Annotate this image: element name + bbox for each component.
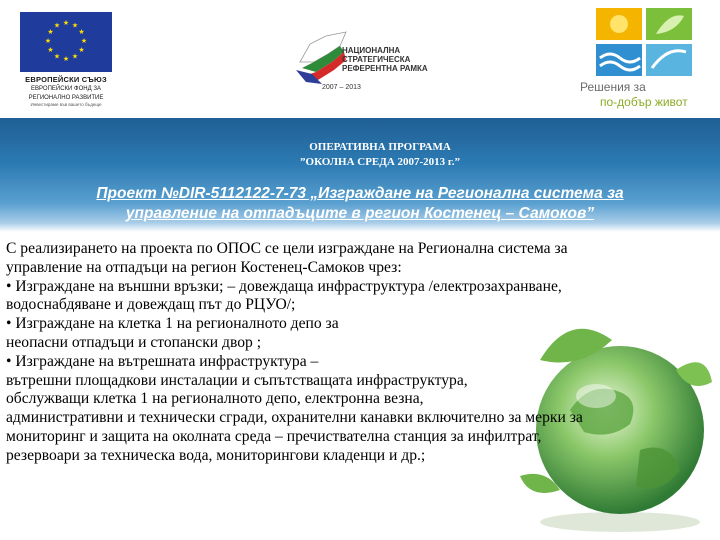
svg-text:★: ★: [47, 46, 54, 54]
svg-text:★: ★: [78, 28, 85, 36]
description-line: водоснабдяване и довеждащ път до РЦУО/;: [6, 296, 296, 314]
nsrf-line2: СТРАТЕГИЧЕСКА: [342, 55, 411, 64]
eu-fund-label: ЕВРОПЕЙСКИ ФОНД ЗА: [31, 86, 101, 92]
description-line: С реализирането на проекта по ОПОС се цели изграждане на Регионална система за: [6, 240, 568, 257]
svg-text:★: ★: [80, 37, 88, 45]
project-title: [20, 184, 700, 224]
project-title-line1: Проект №DIR-5112122-7-73 „Изграждане на Регионална система за: [96, 185, 624, 202]
svg-text:★: ★: [71, 21, 79, 30]
project-title-line2: управление на отпадъците в регион Костенец – Самоков”: [125, 205, 595, 222]
svg-text:★: ★: [62, 19, 70, 27]
svg-text:★: ★: [53, 21, 61, 30]
description-line: неопасни отпадъци и стопански двор ;: [6, 333, 262, 351]
eu-union-label: ЕВРОПЕЙСКИ СЪЮЗ: [25, 75, 107, 84]
description-line: резервоари за техническа вода, мониторингови кладенци и др.;: [6, 446, 426, 464]
description-line: вътрешни площадкови инсталации и съпътстващата инфраструктура,: [6, 371, 468, 389]
nsrf-years: 2007 – 2013: [322, 84, 361, 91]
project-description: [6, 240, 706, 466]
program-title-line1: ОПЕРАТИВНА ПРОГРАМА: [309, 141, 451, 153]
svg-text:★: ★: [44, 37, 52, 45]
solutions-line1: Решения за: [580, 80, 646, 94]
description-line: • Изграждане на вътрешната инфраструктура –: [6, 352, 319, 370]
eu-flag-icon: [20, 12, 112, 72]
svg-text:★: ★: [47, 28, 54, 36]
description-line: мониторинг и защита на околната среда – пречиствателна станция за инфилтрат,: [6, 427, 542, 445]
eu-slogan: Инвестираме във вашето бъдеще: [30, 102, 102, 107]
program-title-line2: ”ОКОЛНА СРЕДА 2007-2013 г.”: [300, 156, 460, 168]
svg-text:★: ★: [78, 46, 85, 54]
description-line: управление на отпадъци на регион Костенец-Самоков чрез:: [6, 258, 402, 276]
eu-fund-label-2: РЕГИОНАЛНО РАЗВИТИЕ: [28, 95, 104, 101]
nsrf-line3: РЕФЕРЕНТНА РАМКА: [342, 64, 428, 73]
nsrf-logo: [292, 22, 442, 102]
solutions-logo: [574, 8, 714, 108]
eu-logo: [16, 12, 116, 108]
program-title: [0, 140, 720, 170]
svg-text:★: ★: [53, 52, 61, 61]
solutions-line2: по-добър живот: [600, 95, 688, 109]
svg-text:★: ★: [62, 55, 70, 63]
header: [0, 0, 720, 118]
description-line: административни и технически сгради, охранителни канавки включително за мерки за: [6, 409, 583, 427]
nsrf-line1: НАЦИОНАЛНА: [342, 46, 401, 55]
description-line: • Изграждане на клетка 1 на регионалното депо за: [6, 315, 339, 333]
description-line: • Изграждане на външни връзки; – довеждаща инфраструктура /електрозахранване,: [6, 277, 562, 295]
solutions-emblem-icon: [596, 8, 692, 76]
description-line: обслужващи клетка 1 на регионалното депо, електронна везна,: [6, 390, 424, 408]
svg-text:★: ★: [71, 52, 79, 61]
